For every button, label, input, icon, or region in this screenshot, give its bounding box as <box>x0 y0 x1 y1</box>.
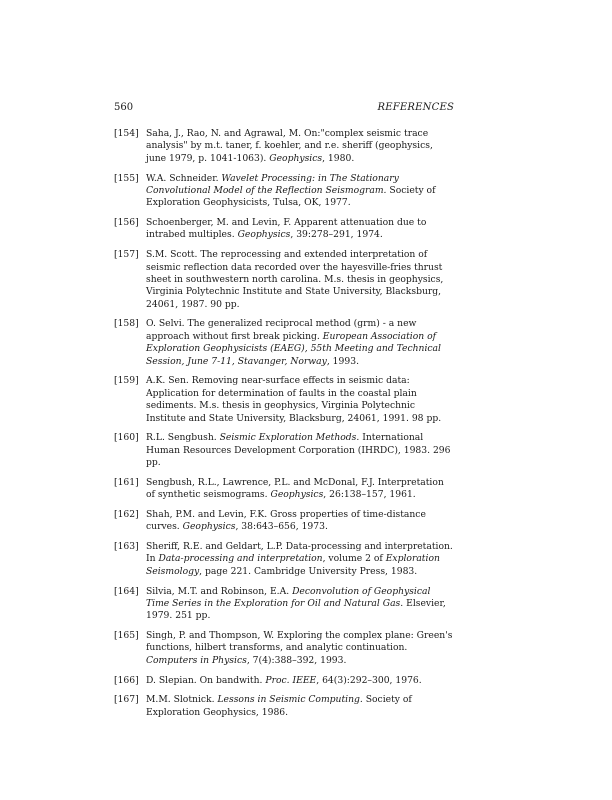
reference-number: [156] <box>114 217 139 229</box>
reference-segment: S.M. Scott. The reprocessing and extended interpretation of seismic reflection data recorded over the hayesville-fries thrust sheet in southwestern north carolina. M.s. thesis in geophysics, Virginia Polytechnic Institute and State University, Blacksburg, 24061, 1987. 90 pp. <box>146 249 444 310</box>
reference-number: [154] <box>114 128 139 139</box>
reference-entry <box>114 509 454 534</box>
reference-segment: M.M. Slotnick. <box>146 694 218 706</box>
reference-italic-segment: Lessons in Seismic Computing. <box>217 694 363 706</box>
reference-segment: , 38:643–656, 1973. <box>235 521 328 533</box>
reference-number: [159] <box>114 375 139 387</box>
reference-italic-segment: Deconvolution of Geophysical Time Series in the Exploration for Oil and Natural Gas. <box>146 585 431 609</box>
reference-entry <box>114 541 454 578</box>
reference-segment: Society of Exploration Geophysicists, Tulsa, OK, 1977. <box>146 184 436 209</box>
reference-italic-segment: Geophysics <box>182 521 236 533</box>
reference-segment: Silvia, M.T. and Robinson, E.A. <box>146 585 293 597</box>
reference-italic-segment: Exploration Seismology <box>146 553 440 577</box>
reference-italic-segment: Computers in Physics <box>146 654 247 666</box>
reference-entry <box>114 586 454 623</box>
reference-number: [166] <box>114 674 139 686</box>
reference-entry <box>114 477 454 502</box>
reference-italic-segment: Seismic Exploration Methods. <box>219 432 360 444</box>
reference-number: [158] <box>114 318 139 330</box>
reference-entry <box>114 630 454 667</box>
reference-list <box>114 128 454 726</box>
reference-italic-segment: Data-processing and interpretation <box>158 553 323 565</box>
reference-italic-segment: Geophysics <box>269 152 323 164</box>
reference-segment: , 1993. <box>326 355 359 367</box>
reference-text <box>146 249 443 310</box>
reference-segment: R.L. Sengbush. <box>146 432 220 444</box>
reference-number: [165] <box>114 630 139 642</box>
reference-text <box>146 675 422 686</box>
reference-number: [167] <box>114 694 139 706</box>
reference-segment: W.A. Schneider. <box>146 172 222 184</box>
running-title: REFERENCES <box>377 102 454 113</box>
reference-segment: , page 221. Cambridge University Press, 1983. <box>199 565 418 577</box>
reference-text <box>146 432 451 468</box>
reference-entry <box>114 173 454 210</box>
reference-segment: Sheriff, R.E. and Geldart, L.P. Data-processing and interpretation. In <box>146 541 453 565</box>
reference-entry <box>114 675 454 687</box>
reference-segment: Schoenberger, M. and Levin, F. Apparent attenuation due to intrabed multiples. <box>146 217 427 241</box>
page-header <box>114 101 454 115</box>
reference-number: [157] <box>114 249 139 261</box>
reference-italic-segment: Geophysics <box>270 489 324 501</box>
reference-text <box>146 477 444 500</box>
reference-text <box>146 541 453 577</box>
reference-segment: , 26:138–157, 1961. <box>323 489 416 501</box>
reference-italic-segment: Proc. IEEE <box>265 674 317 686</box>
reference-segment: International Human Resources Development Corporation (IHRDC), 1983. 296 pp. <box>146 432 451 469</box>
reference-segment: , 1980. <box>322 152 355 164</box>
reference-segment: Elsevier, 1979. 251 pp. <box>146 597 446 622</box>
reference-segment: Sengbush, R.L., Lawrence, P.L. and McDonal, F.J. Interpretation of synthetic seismograms. <box>146 476 444 501</box>
reference-italic-segment: Wavelet Processing: in The Stationary Convolutional Model of the Reflection Seismogram. <box>146 172 399 196</box>
reference-segment: Singh, P. and Thompson, W. Exploring the complex plane: Green's functions, hilbert transforms, and analytic continuation. <box>146 630 453 654</box>
reference-segment: O. Selvi. The generalized reciprocal method (grm) - a new approach without first break picking. <box>146 318 417 342</box>
reference-entry <box>114 249 454 311</box>
reference-number: [162] <box>114 508 139 520</box>
reference-text <box>146 173 436 209</box>
reference-segment: Saha, J., Rao, N. and Agrawal, M. On:"complex seismic trace analysis" by m.t. taner, f. koehler, and r.e. sheriff (geophysics, june 1979, p. 1041-1063). <box>146 128 433 164</box>
reference-entry <box>114 318 454 368</box>
reference-italic-segment: Geophysics <box>237 229 291 241</box>
reference-entry <box>114 432 454 469</box>
reference-text <box>146 630 452 666</box>
reference-number: [164] <box>114 585 139 597</box>
reference-entry <box>114 375 454 425</box>
reference-entry <box>114 128 454 165</box>
reference-text <box>146 375 441 423</box>
reference-text <box>146 509 426 532</box>
reference-segment: , volume 2 of <box>322 553 386 565</box>
reference-segment: Shah, P.M. and Levin, F.K. Gross properties of time-distance curves. <box>146 508 426 533</box>
reference-entry <box>114 694 454 719</box>
reference-text <box>146 128 433 164</box>
reference-number: [160] <box>114 432 139 444</box>
reference-segment: Society of Exploration Geophysics, 1986. <box>146 694 412 718</box>
reference-italic-segment: European Association of Exploration Geophysicists (EAEG), 55th Meeting and Technical Session, June 7-11, Stavanger, Norway <box>146 330 441 367</box>
reference-segment: , 39:278–291, 1974. <box>290 229 383 241</box>
reference-text <box>146 694 412 717</box>
reference-text <box>146 586 446 622</box>
reference-segment: A.K. Sen. Removing near-surface effects in seismic data: Application for determination of faults in the coastal plain sediments. M.s. thesis in geophysics, Virginia Polytechnic Institute and State University, Blacksburg, 24061, 1991. 98 pp. <box>146 375 442 424</box>
reference-number: [155] <box>114 172 139 184</box>
reference-entry <box>114 217 454 242</box>
reference-segment: , 7(4):388–392, 1993. <box>246 654 347 666</box>
reference-segment: , 64(3):292–300, 1976. <box>316 674 422 686</box>
reference-segment: D. Slepian. On bandwith. <box>146 674 266 686</box>
reference-text <box>146 217 426 240</box>
reference-text <box>146 318 441 366</box>
page-number: 560 <box>114 102 134 113</box>
reference-number: [161] <box>114 476 139 488</box>
reference-number: [163] <box>114 541 139 553</box>
